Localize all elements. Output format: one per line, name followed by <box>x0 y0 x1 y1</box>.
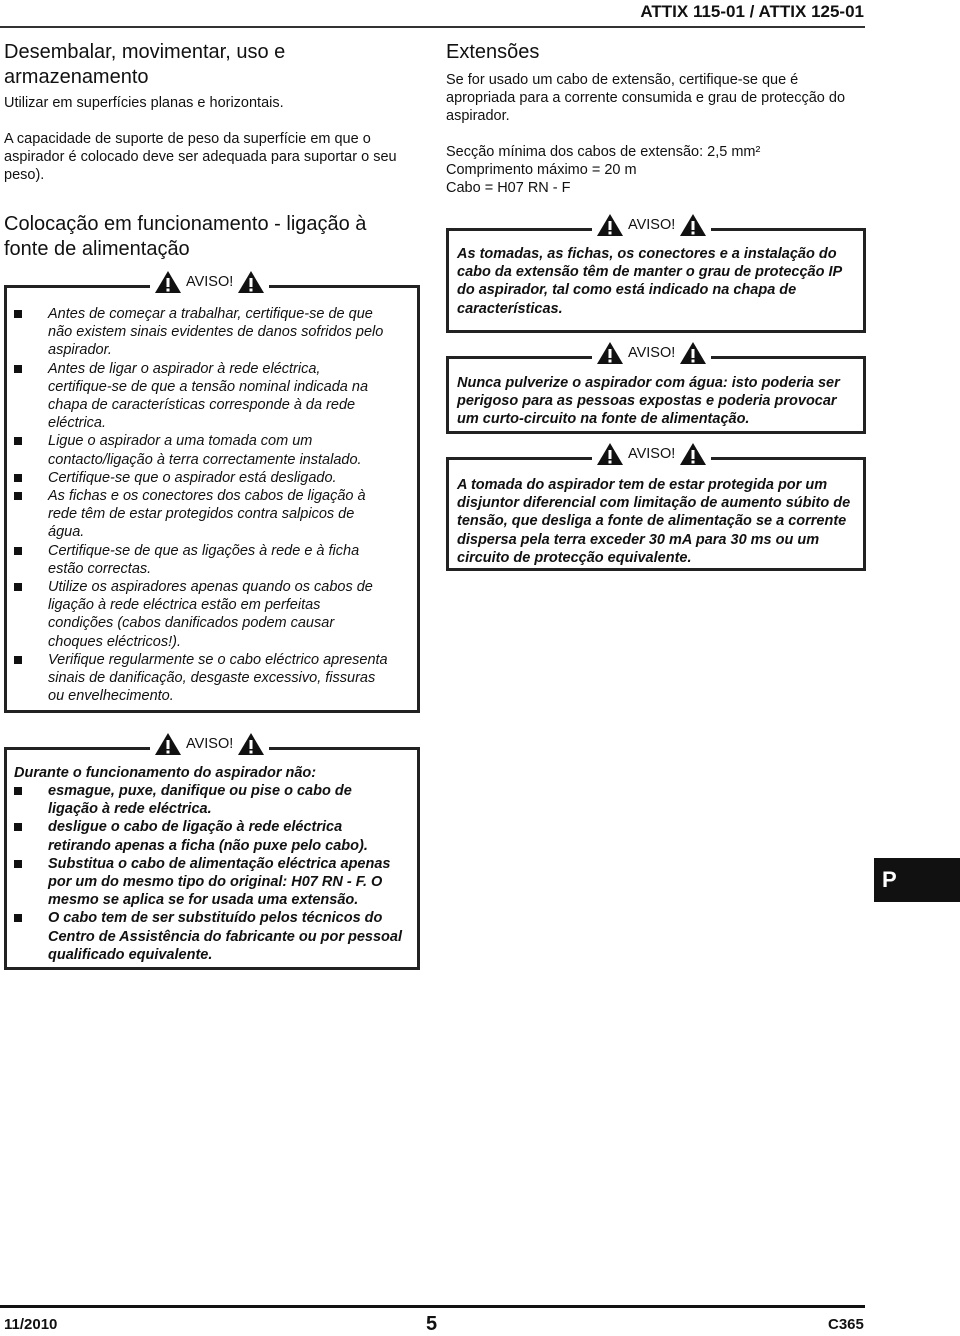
list-item: Ligue o aspirador a uma tomada com um contacto/ligação à terra correctamente instalado. <box>8 432 388 468</box>
list-item: O cabo tem de ser substituído pelos técnicos do Centro de Assistência do fabricante ou por pessoal qualificado equivalente. <box>8 909 403 964</box>
warning-triangle-icon <box>237 270 265 294</box>
spec-section: Secção mínima dos cabos de extensão: 2,5 mm² <box>446 144 761 160</box>
warning-label: AVISO! <box>628 446 676 462</box>
warning-label: AVISO! <box>628 345 676 361</box>
section-title-commissioning: Colocação em funcionamento - ligação à fonte de alimentação <box>4 213 367 260</box>
warning-text-water: Nunca pulverize o aspirador com água: isto poderia ser perigoso para as pessoas expostas e poderia provocar um curto-circuito na fonte de alimentação. <box>457 375 840 428</box>
header-rule <box>0 26 865 28</box>
footer-code: C365 <box>828 1316 864 1333</box>
paragraph-surface: Utilizar em superfícies planas e horizontais. <box>4 95 284 111</box>
section-title-unpacking: Desembalar, movimentar, uso e armazenamento <box>4 41 286 88</box>
spec-length: Comprimento máximo = 20 m <box>446 162 637 178</box>
warning-label: AVISO! <box>628 217 676 233</box>
document-header-title: ATTIX 115-01 / ATTIX 125-01 <box>640 2 864 21</box>
warning-text-breaker: A tomada do aspirador tem de estar protegida por um disjuntor diferencial com limitação de aumento súbito de tensão, que desliga a fonte de alimentação se a corrente dispersa pela terra exceder 30 mA para 30 ms ou um circuito de protecção equivalente. <box>457 477 851 566</box>
list-item: Verifique regularmente se o cabo eléctrico apresenta sinais de danificação, desgaste excessivo, fissuras ou envelhecimento. <box>8 651 388 706</box>
section-title-extensions: Extensões <box>446 41 540 63</box>
spec-cable: Cabo = H07 RN - F <box>446 180 571 196</box>
warning-label: AVISO! <box>186 274 234 290</box>
warning-list-power <box>8 305 388 705</box>
section-commissioning <box>4 212 414 262</box>
warning-text-extension: As tomadas, as fichas, os conectores e a instalação do cabo da extensão têm de manter o grau de protecção IP do aspirador, tal como está indicado na chapa de características. <box>457 246 842 317</box>
warning-heading <box>150 732 269 756</box>
warning-heading <box>592 213 711 237</box>
paragraph-capacity: A capacidade de suporte de peso da superfície em que o aspirador é colocado deve ser adequada para suportar o seu peso). <box>4 131 397 183</box>
warning-label: AVISO! <box>186 736 234 752</box>
warning-heading <box>592 341 711 365</box>
paragraph-extension-cable: Se for usado um cabo de extensão, certifique-se que é apropriada para a corrente consumida e grau de protecção do aspirador. <box>446 72 846 124</box>
warning-intro-operation: Durante o funcionamento do aspirador não: <box>14 765 317 781</box>
list-item: Utilize os aspiradores apenas quando os cabos de ligação à rede eléctrica estão em perfeitas condições (cabos danificados podem causar choques eléctricos!). <box>8 578 388 651</box>
warning-triangle-icon <box>679 442 707 466</box>
list-item: desligue o cabo de ligação à rede eléctrica retirando apenas a ficha (não puxe pelo cabo). <box>8 818 403 854</box>
warning-triangle-icon <box>596 442 624 466</box>
list-item: Substitua o cabo de alimentação eléctrica apenas por um do mesmo tipo do original: H07 RN - F. O mesmo se aplica se for usada uma extensão. <box>8 855 403 910</box>
list-item: Certifique-se que o aspirador está desligado. <box>8 469 388 487</box>
warning-heading <box>592 442 711 466</box>
warning-triangle-icon <box>154 732 182 756</box>
footer-rule <box>0 1305 865 1308</box>
section-extensions <box>446 40 866 197</box>
list-item: Certifique-se de que as ligações à rede e à ficha estão correctas. <box>8 542 388 578</box>
section-unpacking <box>4 40 414 184</box>
warning-triangle-icon <box>237 732 265 756</box>
language-tab: P <box>874 858 960 902</box>
list-item: Antes de começar a trabalhar, certifique-se de que não existem sinais evidentes de danos sofridos pelo aspirador. <box>8 305 388 360</box>
warning-list-operation <box>8 782 403 964</box>
list-item: Antes de ligar o aspirador à rede eléctrica, certifique-se de que a tensão nominal indicada na chapa de características corresponde à da rede eléctrica. <box>8 360 388 433</box>
footer-date: 11/2010 <box>4 1316 58 1333</box>
warning-triangle-icon <box>596 213 624 237</box>
warning-heading <box>150 270 269 294</box>
list-item: esmague, puxe, danifique ou pise o cabo de ligação à rede eléctrica. <box>8 782 403 818</box>
warning-triangle-icon <box>596 341 624 365</box>
warning-triangle-icon <box>679 213 707 237</box>
footer-page-number: 5 <box>426 1313 438 1335</box>
list-item: As fichas e os conectores dos cabos de ligação à rede têm de estar protegidos contra salpicos de água. <box>8 487 388 542</box>
warning-triangle-icon <box>154 270 182 294</box>
warning-triangle-icon <box>679 341 707 365</box>
